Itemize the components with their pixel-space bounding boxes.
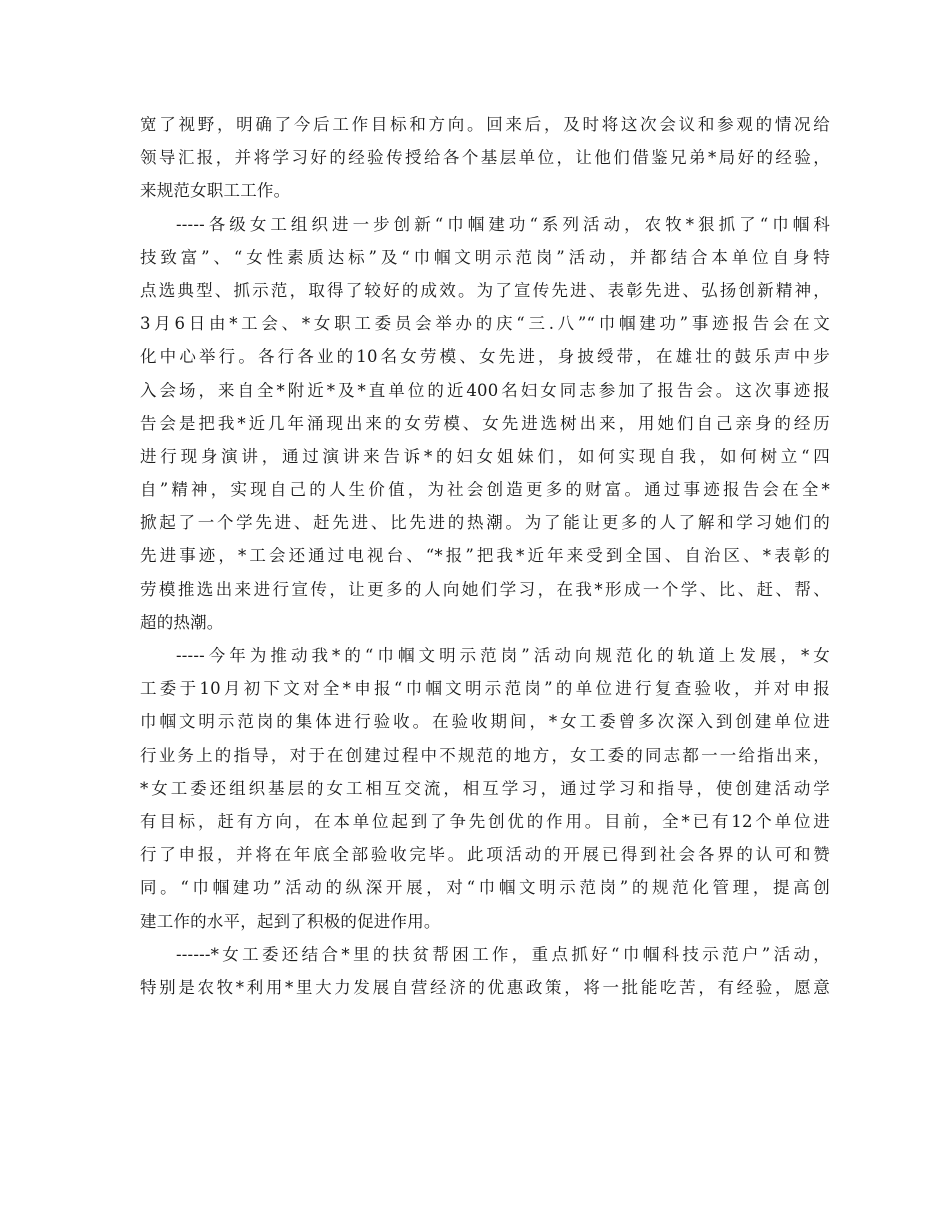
text-line: 自”精神，实现自己的人生价值，为社会创造更多的财富。通过事迹报告会在全*: [140, 480, 830, 500]
text-line: 有目标，赶有方向，在本单位起到了争先创优的作用。目前，全*已有12个单位进: [140, 811, 830, 831]
text-line: 行了申报，并将在年底全部验收完毕。此项活动的开展已得到社会各界的认可和赞: [140, 845, 830, 865]
text-line: 工委于10月初下文对全*申报“巾帼文明示范岗”的单位进行复查验收，并对申报: [140, 679, 830, 699]
text-line: 点选典型、抓示范，取得了较好的成效。为了宣传先进、表彰先进、弘扬创新精神，: [140, 280, 830, 300]
text-line: -----今年为推动我*的“巾帼文明示范岗”活动向规范化的轨道上发展，*女: [176, 646, 830, 665]
text-line: 巾帼文明示范岗的集体进行验收。在验收期间，*女工委曾多次深入到创建单位进: [140, 712, 830, 732]
text-line: -----各级女工组织进一步创新“巾帼建功“系列活动，农牧*狠抓了“巾帼科: [176, 214, 830, 234]
text-line: 告会是把我*近几年涌现出来的女劳模、女先进选树出来，用她们自己亲身的经历: [140, 413, 830, 433]
text-line: 3月6日由*工会、*女职工委员会举办的庆“三.八”“巾帼建功”事迹报告会在文: [140, 314, 830, 334]
text-line: 技致富”、“女性素质达标”及“巾帼文明示范岗”活动，并都结合本单位自身特: [140, 247, 830, 267]
text-line: 化中心举行。各行各业的10名女劳模、女先进，身披绶带，在雄壮的鼓乐声中步: [140, 347, 830, 367]
text-line: 先进事迹，*工会还通过电视台、“*报”把我*近年来受到全国、自治区、*表彰的: [140, 546, 830, 566]
text-line: 同。“巾帼建功”活动的纵深开展，对“巾帼文明示范岗”的规范化管理，提高创: [140, 878, 830, 898]
text-line: 来规范女职工工作。: [140, 181, 291, 201]
paragraph-4: [140, 938, 830, 1004]
text-line: 入会场，来自全*附近*及*直单位的近400名妇女同志参加了报告会。这次事迹报: [140, 380, 830, 400]
paragraph-3: [140, 639, 830, 938]
text-line: *女工委还组织基层的女工相互交流，相互学习，通过学习和指导，使创建活动学: [140, 778, 830, 798]
text-line: 特别是农牧*利用*里大力发展自营经济的优惠政策，将一批能吃苦，有经验，愿意: [140, 977, 830, 997]
text-line: 进行现身演讲，通过演讲来告诉*的妇女姐妹们，如何实现自我，如何树立“四: [140, 446, 830, 466]
text-line: 超的热潮。: [140, 612, 224, 632]
text-line: 劳模推选出来进行宣传，让更多的人向她们学习，在我*形成一个学、比、赶、帮、: [140, 579, 830, 599]
text-line: 领导汇报，并将学习好的经验传授给各个基层单位，让他们借鉴兄弟*局好的经验，: [140, 148, 830, 168]
text-line: 行业务上的指导，对于在创建过程中不规范的地方，女工委的同志都一一给指出来，: [140, 745, 830, 765]
text-line: 建工作的水平，起到了积极的促进作用。: [140, 911, 441, 931]
text-line: 宽了视野，明确了今后工作目标和方向。回来后，及时将这次会议和参观的情况给: [140, 115, 830, 134]
paragraph-1: [140, 108, 830, 208]
text-line: ------*女工委还结合*里的扶贫帮困工作，重点抓好“巾帼科技示范户”活动，: [176, 944, 830, 964]
paragraph-2: [140, 208, 830, 639]
document-body: [140, 108, 830, 1004]
text-line: 掀起了一个学先进、赶先进、比先进的热潮。为了能让更多的人了解和学习她们的: [140, 513, 830, 533]
